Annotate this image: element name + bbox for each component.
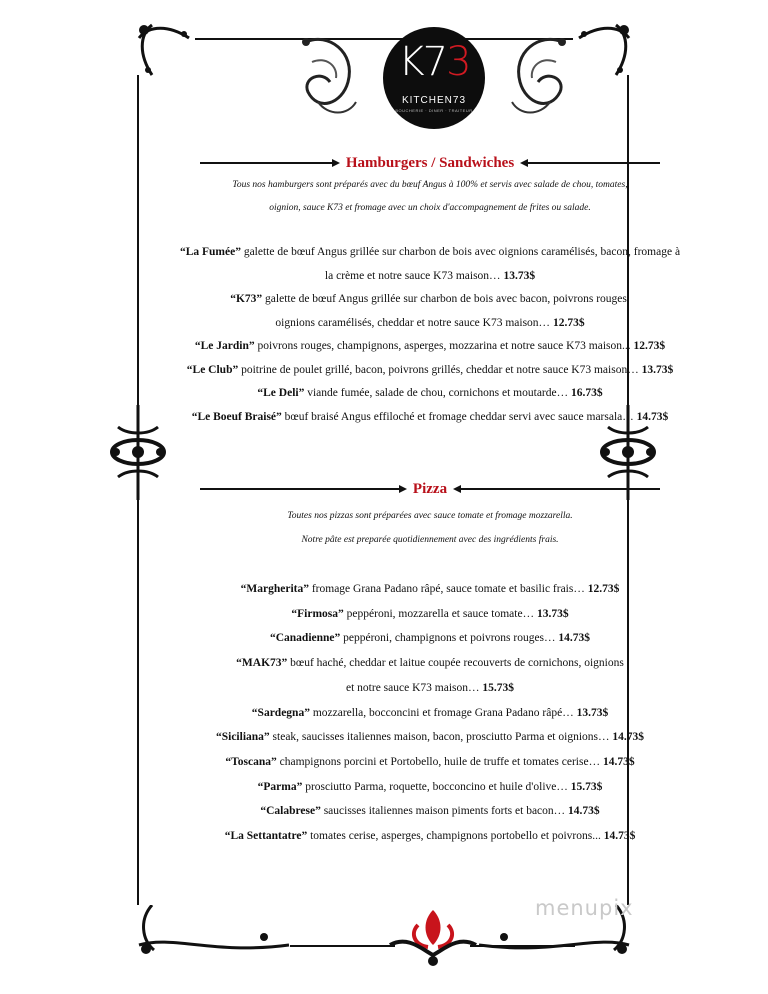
menu-item-description: et notre sauce K73 maison… [346,681,483,694]
menu-item [130,751,730,774]
menu-item-name: “Parma” [257,780,303,793]
menu-item [130,776,730,799]
menu-item-name: “Firmosa” [291,607,344,620]
logo-tagline: BOUCHERIE · DINER · TRAITEUR [395,108,473,113]
menu-item [130,335,730,358]
menu-item-description: saucisses italiennes maison piments forts et bacon… [320,805,569,818]
menu-item-description: bœuf braisé Angus effiloché et fromage cheddar servi avec sauce marsala… [281,410,637,423]
menu-item-price: 15.73$ [482,681,514,694]
menu-item-description: viande fumée, salade de chou, cornichons et moutarde… [304,387,571,399]
menu-item [130,241,730,264]
menu-item [130,288,730,311]
watermark: menupix [535,896,634,920]
menu-item-name: “Siciliana” [215,731,270,744]
pizza-note-1: Toutes nos pizzas sont préparées avec sauce tomate et fromage mozzarella. [287,511,573,521]
menu-item [130,677,730,700]
menu-item-name: “Calabrese” [260,805,321,818]
corner-ornament-top-left-icon [134,20,194,80]
kitchen73-logo [383,27,485,129]
filigree-right-icon [506,32,570,124]
menu-item-description: galette de bœuf Angus grillée sur charbon de bois avec oignions caramélisés, bacon, fromage à [240,246,681,258]
bottom-fleur-ornament-icon [388,905,478,970]
menu-item [130,652,730,675]
menu-item-price: 14.73$ [603,830,636,842]
menu-item-description: bœuf haché, cheddar et laitue coupée recouverts de cornichons, oignions [287,657,624,670]
menu-item-price: 16.73$ [570,387,603,399]
menu-item-price: 14.73$ [568,805,600,818]
filigree-left-icon [298,32,362,124]
pizza-note-2: Notre pâte est preparée quotidiennement avec des ingrédients frais. [301,535,559,545]
menu-item [130,406,730,429]
menu-item-description: peppéroni, champignons et poivrons rouges… [340,632,559,645]
menu-item-name: “Le Boeuf Braisé” [191,410,282,423]
menu-item [130,359,730,382]
hamburgers-note-1: Tous nos hamburgers sont préparés avec du bœuf Angus à 100% et servis avec salade de chou, tomates, [232,180,628,190]
logo-name: KITCHEN73 [401,95,466,106]
hamburgers-note-2: oignion, sauce K73 et fromage avec un choix d'accompagnement de frites ou salade. [269,203,591,213]
menu-item-name: “Toscana” [225,755,277,768]
menu-item-price: 14.73$ [558,632,591,645]
menu-item-description: champignons porcini et Portobello, huile de truffe et tomates cerise… [276,755,603,768]
pizza-heading [200,476,660,502]
menu-item-name: “Margherita” [240,583,309,595]
menu-item-name: “Sardegna” [251,706,310,719]
menu-item-description: tomates cerise, asperges, champignons portobello et poivrons... [307,830,604,842]
menu-item [130,578,730,601]
corner-ornament-top-right-icon [574,20,634,80]
menu-item-name: “K73” [230,293,263,305]
menu-item-price: 12.73$ [552,316,585,329]
menu-item-description: prosciutto Parma, roquette, bocconcino et huile d'olive… [302,780,571,793]
frame-bottom-line [290,945,395,947]
menu-item-price: 14.73$ [636,410,669,423]
menu-item-price: 14.73$ [612,731,644,744]
menu-item-price: 13.73$ [576,706,609,719]
menu-item-description: fromage Grana Padano râpé, sauce tomate et basilic frais… [308,583,588,595]
menu-item-price: 13.73$ [641,363,674,376]
hamburgers-title: Hamburgers / Sandwiches [345,154,515,171]
menu-item [130,312,730,335]
menu-item-description: poitrine de poulet grillé, bacon, poivrons grillés, cheddar et notre sauce K73 maison… [238,363,642,376]
menu-item-price: 13.73$ [503,269,536,282]
menu-item [130,603,730,626]
menu-item-price: 15.73$ [570,780,603,793]
menu-item-price: 12.73$ [587,583,620,595]
menu-item-price: 13.73$ [536,607,569,620]
menu-item-name: “Le Club” [186,363,239,376]
menu-item-price: 14.73$ [602,755,635,768]
menu-item-name: “Le Jardin” [194,340,255,352]
menu-item-price: 12.73$ [633,340,666,352]
menu-item-description: mozzarella, bocconcini et fromage Grana Padano râpé… [309,706,577,719]
menu-item-name: “La Fumée” [179,246,241,258]
menu-item-description: poivrons rouges, champignons, asperges, mozzarina et notre sauce K73 maison... [254,340,634,352]
menu-item [130,627,730,650]
corner-ornament-bottom-left-icon [134,905,294,960]
menu-item [130,800,730,823]
menu-item [130,382,730,405]
menu-item-description: oignions caramélisés, cheddar et notre sauce K73 maison… [275,316,553,329]
menu-item [130,825,730,848]
logo-mark: K73 [398,39,470,85]
menu-item [130,726,730,749]
hamburgers-heading [200,150,660,176]
menu-item-name: “MAK73” [236,657,288,670]
menu-item-description: galette de bœuf Angus grillée sur charbon de bois avec bacon, poivrons rouges, [262,293,630,305]
menu-item-description: la crème et notre sauce K73 maison… [324,269,504,282]
menu-item-name: “Canadienne” [269,632,341,645]
pizza-title: Pizza [412,480,448,497]
menu-item-name: “Le Deli” [257,387,305,399]
menu-item-description: peppéroni, mozzarella et sauce tomate… [343,607,537,620]
menu-item [130,702,730,725]
menu-item-description: steak, saucisses italiennes maison, bacon, prosciutto Parma et oignions… [269,731,613,744]
menu-item-name: “La Settantatre” [224,830,308,842]
menu-item [130,265,730,288]
